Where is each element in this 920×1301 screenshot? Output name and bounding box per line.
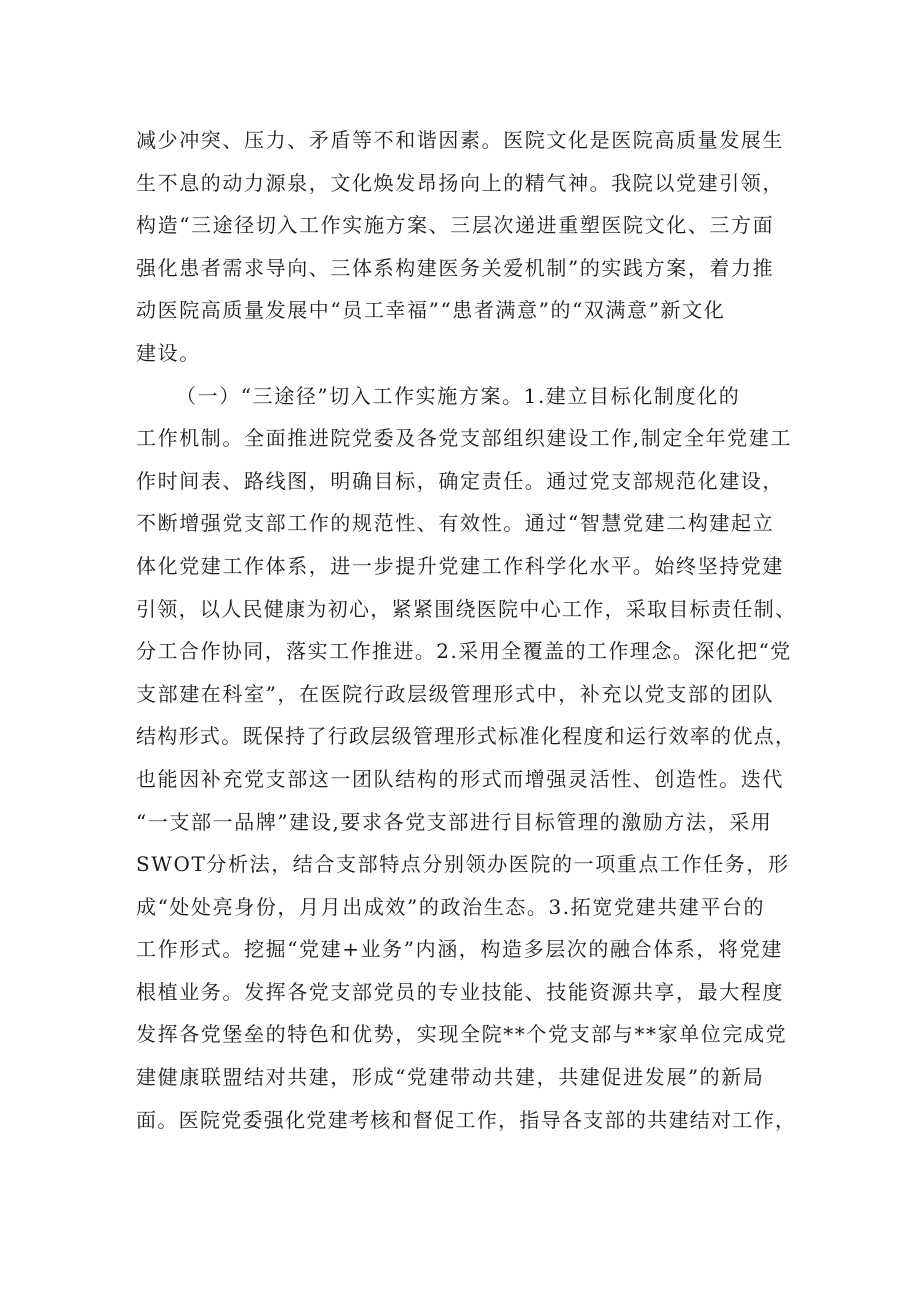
text-line: 结构形式。既保持了行政层级管理形式标准化程度和运行效率的优点， xyxy=(136,724,797,749)
text-line: 引领，以人民健康为初心，紧紧围绕医院中心工作，采取目标责任制、 xyxy=(136,596,797,621)
text-line: 建健康联盟结对共建，形成“党建带动共建，共建促进发展”的新局 xyxy=(136,1065,765,1090)
text-line: 生不息的动力源泉，文化焕发昂扬向上的精气神。我院以党建引领， xyxy=(136,170,784,195)
text-line: 强化患者需求导向、三体系构建医务关爱机制”的实践方案，着力推 xyxy=(136,255,775,280)
text-line: 减少冲突、压力、矛盾等不和谐因素。医院文化是医院高质量发展生 xyxy=(136,128,784,152)
text-line: 支部建在科室”，在医院行政层级管理形式中，补充以党支部的团队 xyxy=(136,681,775,706)
text-line: 也能因补充党支部这一团队结构的形式而增强灵活性、创造性。迭代 xyxy=(136,766,784,791)
text-line: 分工合作协同，落实工作推进。2.采用全覆盖的工作理念。深化把“党 xyxy=(136,639,792,664)
section-heading-line: （一）“三途径”切入工作实施方案。1.建立目标化制度化的 xyxy=(176,383,741,408)
text-line: 体化党建工作体系，进一步提升党建工作科学化水平。始终坚持党建 xyxy=(136,553,784,578)
body-text xyxy=(136,119,796,1141)
text-line: 工作机制。全面推进院党委及各党支部组织建设工作,制定全年党建工 xyxy=(136,426,792,451)
text-line: “一支部一品牌”建设,要求各党支部进行目标管理的激励方法，采用 xyxy=(136,809,773,834)
text-line: 构造“三途径切入工作实施方案、三层次递进重塑医院文化、三方面 xyxy=(136,213,775,238)
text-line: 面。医院党委强化党建考核和督促工作，指导各支部的共建结对工作， xyxy=(136,1107,797,1132)
text-line: 建设。 xyxy=(136,340,201,365)
text-line: SWOT分析法，结合支部特点分别领办医院的一项重点工作任务，形 xyxy=(136,852,790,877)
text-line: 不断增强党支部工作的规范性、有效性。通过“智慧党建二构建起立 xyxy=(136,511,775,536)
text-line: 作时间表、路线图，明确目标，确定责任。通过党支部规范化建设， xyxy=(136,468,784,493)
text-line: 动医院高质量发展中“员工幸福”“患者满意”的“双满意”新文化 xyxy=(136,298,726,323)
text-line: 根植业务。发挥各党支部党员的专业技能、技能资源共享，最大程度 xyxy=(136,979,784,1004)
text-line: 发挥各党堡垒的特色和优势，实现全院**个党支部与**家单位完成党 xyxy=(136,1022,788,1047)
text-line: 工作形式。挖掘“党建+业务”内涵，构造多层次的融合体系，将党建 xyxy=(136,937,783,962)
text-line: 成“处处亮身份，月月出成效”的政治生态。3.拓宽党建共建平台的 xyxy=(136,894,766,919)
